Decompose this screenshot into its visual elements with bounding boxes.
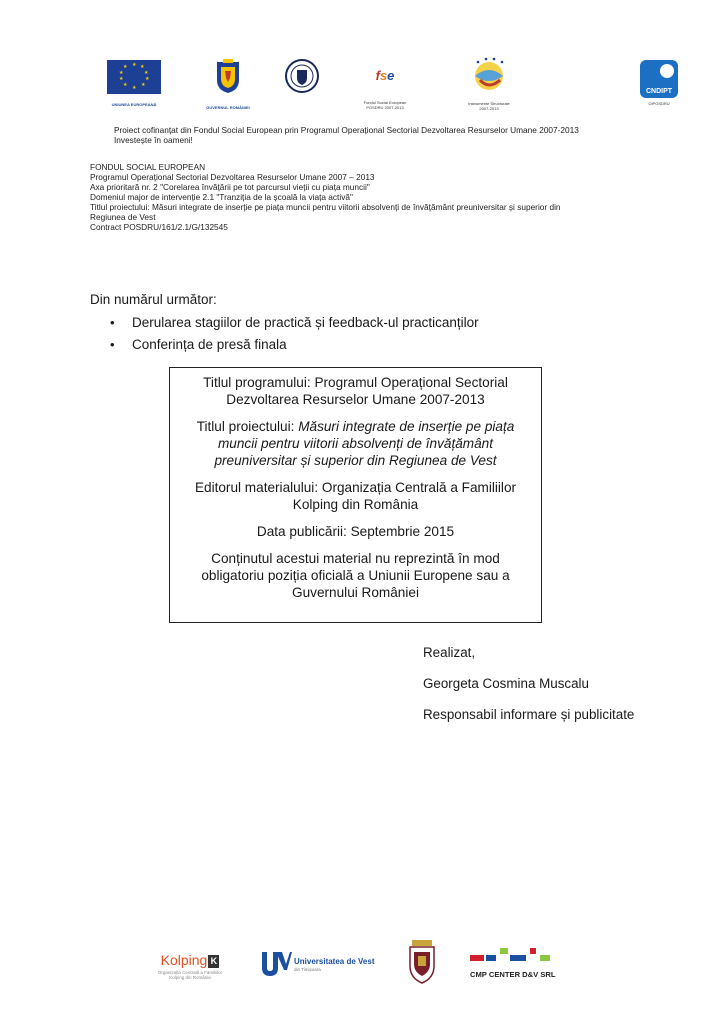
kolping-k-icon: K — [208, 955, 219, 968]
eu-caption: UNIUNEA EUROPEANĂ — [111, 102, 157, 107]
cndipt-logo — [634, 60, 684, 106]
uvt-subtitle: din Timișoara — [294, 967, 321, 972]
structural-instruments-logo — [454, 56, 524, 111]
next-issue-heading: Din numărul următor: — [90, 292, 217, 307]
uvt-name: Universitatea de Vest — [294, 957, 375, 966]
bullet-icon: • — [110, 337, 115, 352]
list-item-text: Derularea stagiilor de practică și feedback-ul practicanților — [132, 315, 479, 330]
fse-caption-1: Fondul Social European — [363, 100, 407, 105]
author-name: Georgeta Cosmina Muscalu — [423, 676, 589, 691]
cofinancing-line: Proiect cofinanțat din Fondul Social European prin Programul Operațional Sectorial Dezvoltarea Resurselor Umane 2007-2013 — [114, 125, 579, 135]
kolping-logo — [140, 952, 240, 980]
material-editor: Editorul materialului: Organizația Centrală a Familiilor Kolping din România — [194, 480, 517, 512]
author-role: Responsabil informare și publicitate — [423, 707, 635, 722]
program-title: Titlul programului: Programul Operațional Sectorial Dezvoltarea Resurselor Umane 2007-2013 — [203, 375, 508, 407]
kolping-subtitle-2: Kolping din România — [169, 975, 211, 980]
realizat-label: Realizat, — [423, 645, 476, 660]
kolping-name: Kolping — [160, 952, 208, 968]
project-title-line-2: Regiunea de Vest — [90, 212, 156, 222]
intervention-domain-line: Domeniul major de intervenție 2.1 "Tranziția de la școală la viața activă" — [90, 192, 353, 202]
ministry-seal-icon — [284, 58, 320, 94]
project-title: Titlul proiectului: Măsuri integrate de inserție pe piața muncii pentru viitorii absolvenți de învățământ preuniversitar și superior din Regiunea de Vest — [196, 419, 515, 468]
cndipt-label: CNDIPT — [645, 88, 673, 95]
uvt-emblem-icon — [260, 950, 292, 978]
priority-axis-line: Axa prioritară nr. 2 "Corelarea învățării pe tot parcursul vieții cu piața muncii" — [90, 182, 370, 192]
structural-instruments-icon — [466, 56, 512, 92]
header-logos — [100, 56, 690, 116]
publication-date: Data publicării: Septembrie 2015 — [256, 524, 455, 539]
partner-logos — [140, 940, 600, 990]
fse-caption-2: POSDRU 2007-2013 — [366, 105, 404, 110]
program-line: Programul Operațional Sectorial Dezvoltarea Resurselor Umane 2007 – 2013 — [90, 172, 375, 182]
contract-line: Contract POSDRU/161/2.1/G/132545 — [90, 222, 228, 232]
government-logo — [198, 58, 258, 110]
kolping-subtitle-1: Organizația Centrală a Familiilor — [157, 970, 223, 975]
list-item — [108, 334, 479, 356]
is-caption-1: Instrumente Structurale — [468, 101, 510, 106]
project-title-line: Titlul proiectului: Măsuri integrate de inserție pe piața muncii pentru viitorii absolvenți de învățământ preuniversitar și superior din — [90, 202, 561, 212]
school-crest-icon — [408, 940, 436, 984]
cndipt-caption: OIPOSDRU — [648, 101, 670, 106]
eu-flag-icon: ★ ★ ★ ★ ★ ★ ★ ★ ★ ★ — [107, 60, 161, 94]
fse-details — [90, 162, 680, 232]
romania-coat-of-arms-icon — [213, 58, 243, 94]
eu-logo — [104, 60, 164, 107]
list-item-text: Conferința de presă finala — [132, 337, 287, 352]
fse-logo — [350, 58, 420, 110]
ministry-seal-logo — [282, 58, 322, 99]
list-item — [108, 312, 479, 334]
disclaimer: Conținutul acestui material nu reprezintă în mod obligatoriu poziția oficială a Uniunii Europene sau a Guvernului României — [201, 551, 510, 600]
bullet-icon: • — [110, 315, 115, 330]
cndipt-icon — [640, 60, 678, 98]
slogan: Investește în oameni! — [114, 135, 193, 145]
is-caption-2: 2007-2013 — [479, 106, 499, 111]
next-issue-list — [108, 312, 479, 356]
fse-title: FONDUL SOCIAL EUROPEAN — [90, 162, 206, 172]
cmp-center-logo — [470, 948, 600, 979]
publication-info-box — [169, 367, 542, 623]
cmp-blocks-icon — [470, 948, 600, 962]
government-caption: GUVERNUL ROMÂNIEI — [206, 105, 250, 110]
fse-mark-icon: fse — [375, 68, 395, 83]
cofinancing-statement — [114, 125, 674, 145]
cmp-name: CMP CENTER D&V SRL — [470, 970, 556, 979]
